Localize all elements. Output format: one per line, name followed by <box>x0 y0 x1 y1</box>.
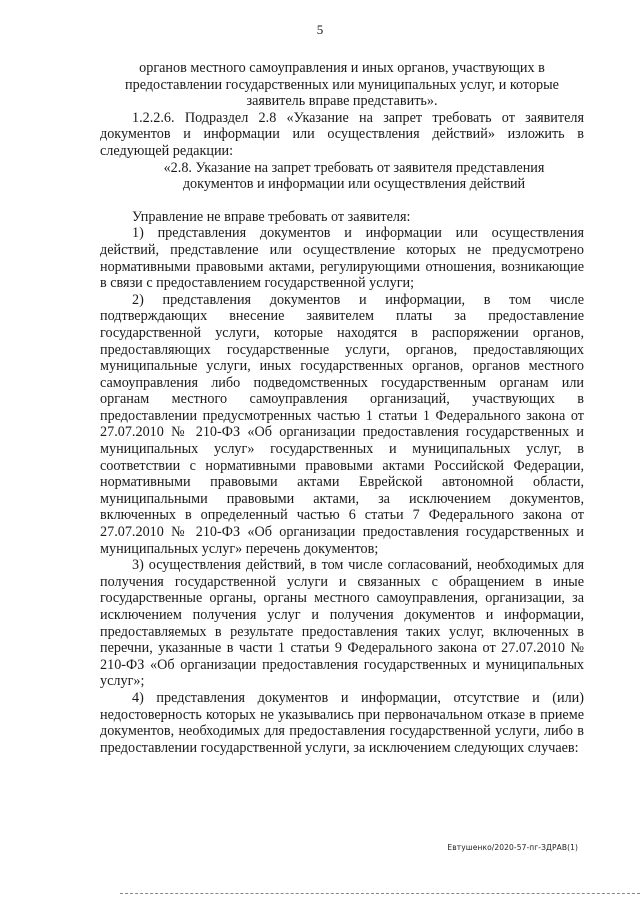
continuation-line-2: предоставлении государственных или муниципальных услуг, и которые <box>125 76 559 93</box>
page-number: 5 <box>316 22 324 37</box>
continuation-line-3: заявитель вправе представить». <box>246 93 438 110</box>
list-item-2: 2) представления документов и информации, в том числе подтверждающих внесение заявителем платы за предоставление государственной услуги, которые находятся в распоряжении органов, предоставляющих государственные услуги, органов, предоставляющих муниципальные услуги, иных государственных органов, органов местного самоуправления либо подведомственных государственным органам или органам местного самоуправления организаций, участвующих в предоставлении предусмотренных частью 1 статьи 1 Федерального закона от 27.07.2010 № 210-ФЗ «Об организации предоставления государственных и муниципальных услуг» государственных и муниципальных услуг, в соответствии с нормативными правовыми актами Российской Федерации, нормативными правовыми актами Еврейской автономной области, муниципальными правовыми актами, за исключением документов, включенных в определенный частью 6 статьи 7 Федерального закона от 27.07.2010 № 210-ФЗ «Об организации предоставления государственных и муниципальных услуг» перечень документов; <box>100 291 584 557</box>
continuation-line-1: органов местного самоуправления и иных органов, участвующих в <box>139 60 545 76</box>
list-item-4: 4) представления документов и информации, отсутствие и (или) недостоверность которых не указывались при первоначальном отказе в приеме документов, необходимых для предоставления государственной услуги, либо в предоставлении государственной услуги, за исключением следующих случаев: <box>100 689 584 756</box>
page-edge-line <box>120 893 640 894</box>
paragraph-1-2-2-6: 1.2.2.6. Подраздел 2.8 «Указание на запрет требовать от заявителя документов и информации или осуществления действий» изложить в следующей редакции: <box>100 109 584 159</box>
list-item-1: 1) представления документов и информации или осуществления действий, представление или осуществление которых не предусмотрено нормативными правовыми актами, регулирующими отношения, возникающие в связи с предоставлением государственной услуги; <box>100 225 584 292</box>
section-heading-line-2: документов и информации или осуществления действий <box>182 176 526 193</box>
intro-paragraph: Управление не вправе требовать от заявителя: <box>132 208 411 225</box>
section-heading-line-1: «2.8. Указание на запрет требовать от заявителя представления <box>163 159 545 176</box>
document-code: Евтушенко/2020-57-пг-ЗДРАВ(1) <box>447 843 578 852</box>
list-item-3: 3) осуществления действий, в том числе согласований, необходимых для получения государственной услуги и связанных с обращением в иные государственные органы, органы местного самоуправления, организации, за исключением получения услуг и получения документов и информации, предоставляемых в результате предоставления таких услуг, включенных в перечни, указанные в части 1 статьи 9 Федерального закона от 27.07.2010 № 210-ФЗ «Об организации предоставления государственных и муниципальных услуг»; <box>100 557 584 690</box>
spacer <box>100 193 584 209</box>
document-body <box>100 60 584 756</box>
